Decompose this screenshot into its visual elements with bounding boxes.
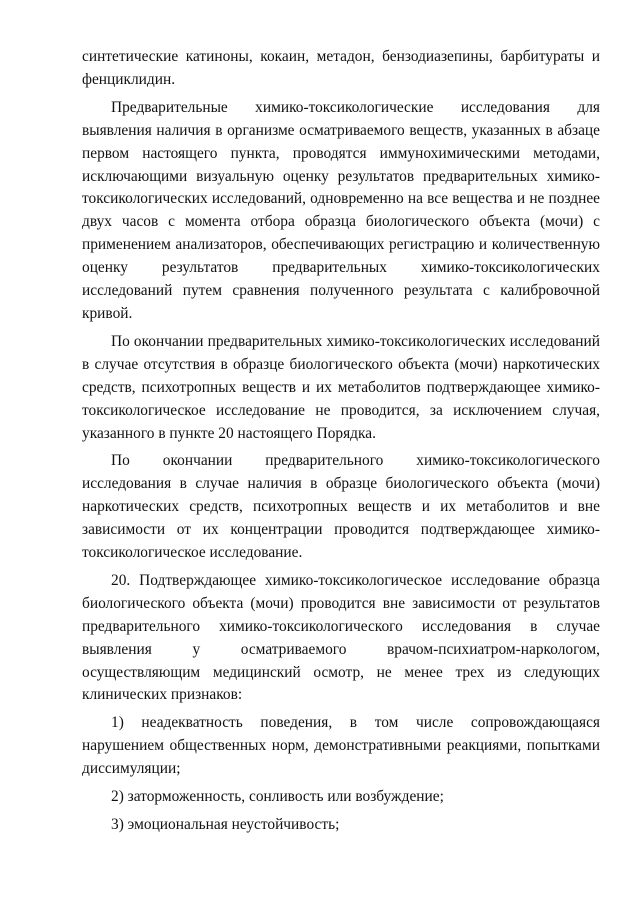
paragraph-clause-20: 20. Подтверждающее химико-токсикологическое исследование образца биологического объекта (мочи) проводится вне зависимости от результатов предварительного химико-токсикологического исследования в случае выявления у осматриваемого врачом-психиатром-наркологом, осуществляющим медицинский осмотр, не менее трех из следующих клинических признаков: — [82, 571, 600, 704]
list-item-3: 3) эмоциональная неустойчивость; — [111, 816, 340, 833]
document-page — [82, 46, 600, 842]
paragraph-positive-result: По окончании предварительного химико-токсикологического исследования в случае наличия в образце биологического объекта (мочи) наркотических средств, психотропных веществ и их метаболитов и вне зависимости от их концентрации проводится подтверждающее химико-токсикологическое исследование. — [82, 452, 600, 562]
paragraph-substances-end: синтетические катиноны, кокаин, метадон, бензодиазепины, барбитураты и фенциклидин. — [82, 48, 600, 88]
list-item-2: 2) заторможенность, сонливость или возбуждение; — [111, 788, 444, 806]
paragraph-negative-result: По окончании предварительных химико-токсикологических исследований в случае отсутствия в образце биологического объекта (мочи) наркотических средств, психотропных веществ и их метаболитов подтверждающее химико-токсикологическое исследование не проводится, за исключением случая, указанного в пункте 20 настоящего Порядка. — [82, 332, 600, 442]
paragraph-preliminary-methods: Предварительные химико-токсикологические исследования для выявления наличия в организме осматриваемого веществ, указанных в абзаце первом настоящего пункта, проводятся иммунохимическими методами, исключающими визуальную оценку результатов предварительных химико-токсикологических исследований, одновременно на все вещества и не позднее двух часов с момента отбора образца биологического объекта (мочи) с применением анализаторов, обеспечивающих регистрацию и количественную оценку результатов предварительных химико-токсикологических исследований путем сравнения полученного результата с калибровочной кривой. — [82, 98, 600, 322]
list-item-1: 1) неадекватность поведения, в том числе сопровождающаяся нарушением общественных норм, демонстративными реакциями, попытками диссимуляции; — [82, 714, 600, 778]
